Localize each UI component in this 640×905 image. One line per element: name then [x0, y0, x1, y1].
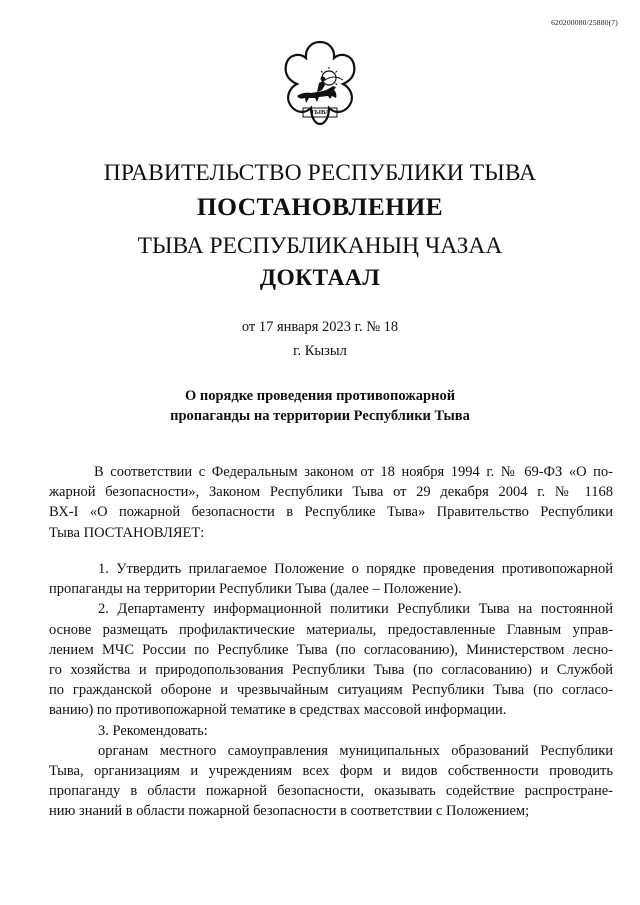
- preamble-line: жарной безопасности», Законом Республики Тыва от 29 декабря 2004 г. № 1168: [49, 484, 613, 501]
- item-line: пропаганду в области пожарной безопасности, оказывать содействие распростране-: [49, 783, 613, 800]
- preamble-line: ВХ-I «О пожарной безопасности в Республике Тыва» Правительство Республики: [49, 504, 613, 521]
- document-city: г. Кызыл: [293, 343, 347, 359]
- document-title-line: О порядке проведения противопожарной: [184, 388, 456, 404]
- preamble-line: В соответствии с Федеральным законом от 18 ноября 1994 г. № 69-ФЗ «О по-: [94, 464, 613, 480]
- government-title-ru: ПРАВИТЕЛЬСТВО РЕСПУБЛИКИ ТЫВА: [103, 160, 537, 186]
- item-line: нию знаний в области пожарной безопасности в соответствии с Положением;: [49, 803, 530, 820]
- document-title-line: пропаганды на территории Республики Тыва: [170, 408, 470, 424]
- emblem-of-tuva-icon: [279, 38, 361, 138]
- document-registration-number: 620200080/25880(7): [551, 18, 618, 27]
- preamble-paragraph: [49, 462, 613, 543]
- item-line: 2. Департаменту информационной политики Республики Тыва на постоянной: [98, 601, 613, 618]
- item-line: Тыва, организациям и учреждениям всех форм и видов собственности проводить: [49, 762, 613, 779]
- document-type-ru: ПОСТАНОВЛЕНИЕ: [196, 192, 444, 221]
- document-type-tyv: ДОКТААЛ: [259, 265, 381, 291]
- item-line: лением МЧС России по Республике Тыва (по согласованию), Министерством лесно-: [49, 641, 613, 658]
- item-line: органам местного самоуправления муниципальных образований Республики: [98, 742, 613, 759]
- item-line: по гражданской обороне и чрезвычайным ситуациям Республики Тыва (по согласо-: [49, 682, 613, 699]
- document-title: [0, 386, 640, 426]
- document-date-number: от 17 января 2023 г. № 18: [241, 319, 399, 335]
- preamble-line: Тыва ПОСТАНОВЛЯЕТ:: [49, 524, 205, 541]
- item-line: 1. Утвердить прилагаемое Положение о порядке проведения противопожарной: [98, 561, 613, 577]
- government-title-tyv: ТЫВА РЕСПУБЛИКАНЫҢ ЧАЗАА: [137, 233, 503, 259]
- emblem-text: ТЫВА: [310, 109, 330, 116]
- item-line: го хозяйства и природопользования Республики Тыва (по согласованию) и Службой: [49, 661, 613, 678]
- item-line: основе размещать профилактические материалы, предоставленные Главным управ-: [49, 621, 613, 638]
- item-line: ванию) по противопожарной тематике в средствах массовой информации.: [49, 702, 507, 719]
- item-line: пропаганды на территории Республики Тыва (далее – Положение).: [49, 581, 462, 598]
- operative-items: [49, 559, 613, 821]
- item-line: 3. Рекомендовать:: [98, 722, 208, 739]
